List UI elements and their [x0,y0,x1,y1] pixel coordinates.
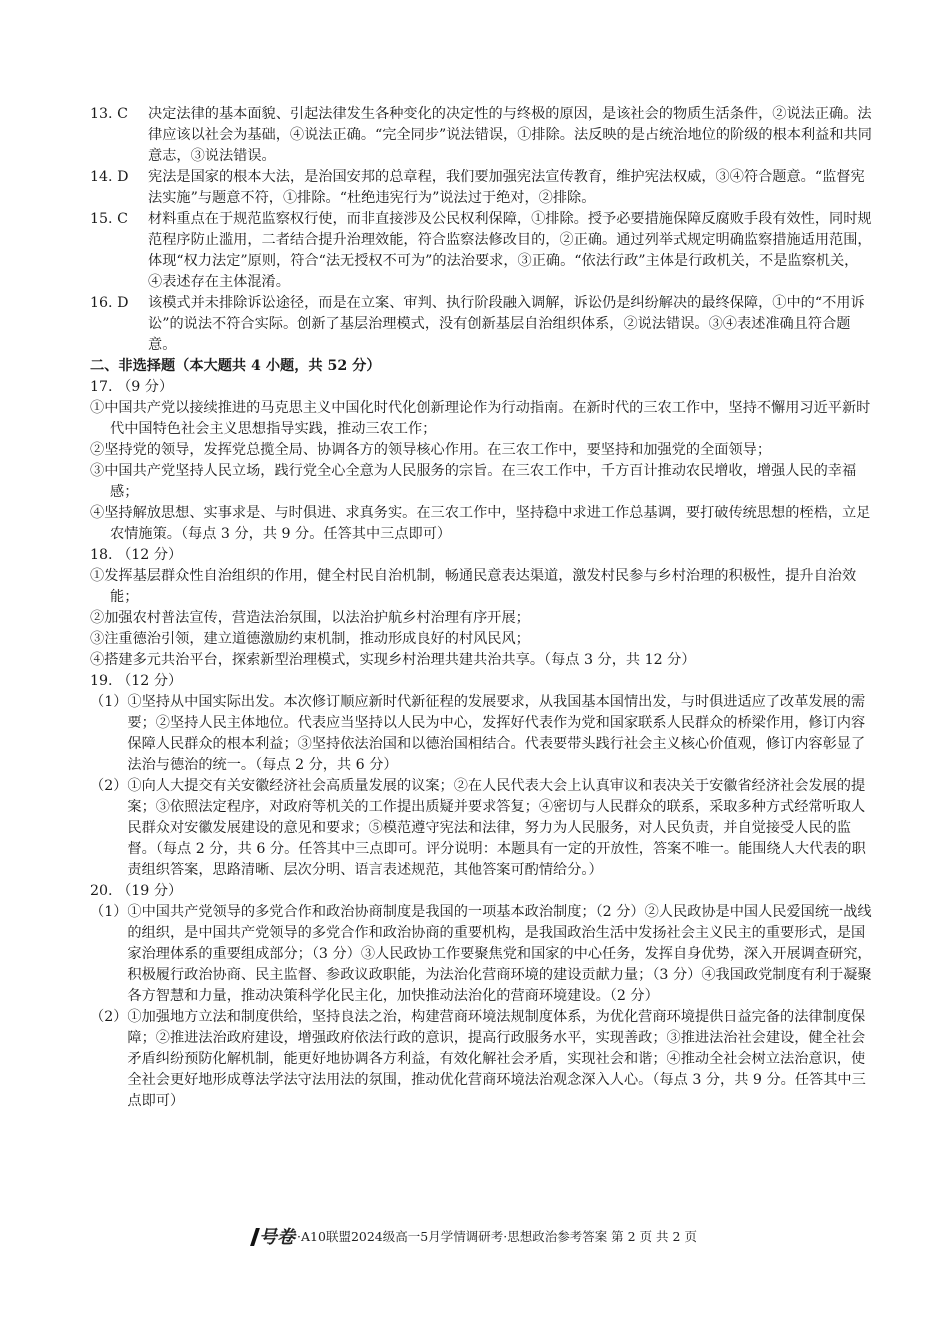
answer-point: ①发挥基层群众性自治组织的作用，健全村民自治机制，畅通民意表达渠道，激发村民参与乡村治理的积极性，提升自治效能； [90,568,857,605]
sub-label: （2） [90,778,128,794]
question-18-header: 18. （12 分） [90,547,183,563]
brand-logo [253,1228,295,1248]
sub-answer [90,776,872,881]
question-17-header: 17. （9 分） [90,379,174,395]
answer-point: ④坚持解放思想、实事求是、与时俱进、求真务实。在三农工作中，坚持稳中求进工作总基调，要打破传统思想的桎梏，立足农情施策。（每点 3 分，共 9 分。任答其中三点即可） [90,505,871,542]
mc-answer-14 [90,167,872,209]
sub-label: （1） [90,904,128,920]
answer-point: ④搭建多元共治平台，探索新型治理模式，实现乡村治理共建共治共享。（每点 3 分，共 12 分） [90,652,696,668]
answer-content [90,104,872,1112]
question-number: 14. D [90,169,129,185]
answer-point: ②坚持党的领导，发挥党总揽全局、协调各方的领导核心作用。在三农工作中，要坚持和加强党的全面领导； [90,442,772,458]
answer-explanation: 该模式并未排除诉讼途径，而是在立案、审判、执行阶段融入调解，诉讼仍是纠纷解决的最终保障，①中的“不用诉讼”的说法不符合实际。创新了基层治理模式，没有创新基层自治组织体系，②说法错误。③④表述准确且符合题意。 [148,295,865,353]
answer-point: ③注重德治引领，建立道德激励约束机制，推动形成良好的村风民风； [90,631,530,647]
question-number: 15. C [90,211,128,227]
sub-text: ①加强地方立法和制度供给，坚持良法之治，构建营商环境法规制度体系，为优化营商环境提供日益完备的法律制度保障；②推进法治政府建设，增强政府依法行政的意识，提高行政服务水平，实现善政；③推进法治社会建设，健全社会矛盾纠纷预防化解机制，能更好地协调各方利益，有效化解社会矛盾，实现社会和谐；④推动全社会树立法治意识，使全社会更好地形成尊法学法守法用法的氛围，推动优化营商环境法治观念深入人心。（每点 3 分，共 9 分。任答其中三点即可） [127,1009,866,1109]
sub-text: ①坚持从中国实际出发。本次修订顺应新时代新征程的发展要求，从我国基本国情出发，与时俱进适应了改革发展的需要；②坚持人民主体地位。代表应当坚持以人民为中心，发挥好代表作为党和国家联系人民群众的桥梁作用，修订内容保障人民群众的根本利益；③坚持依法治国和以德治国相结合。代表要带头践行社会主义核心价值观，修订内容彰显了法治与德治的统一。（每点 2 分，共 6 分） [127,694,866,773]
sub-answer [90,692,872,776]
sub-answer [90,1007,872,1112]
mc-answer-15 [90,209,872,293]
answer-point: ①中国共产党以接续推进的马克思主义中国化时代化创新理论作为行动指南。在新时代的三农工作中，坚持不懈用习近平新时代中国特色社会主义思想指导实践，推动三农工作； [90,400,871,437]
answer-point: ③中国共产党坚持人民立场，践行党全心全意为人民服务的宗旨。在三农工作中，千方百计推动农民增收，增强人民的幸福感； [90,463,857,500]
footer-text: ·A10联盟2024级高一5月学情调研考·思想政治参考答案 第 2 页 共 2 页 [297,1229,697,1244]
sub-text: ①向人大提交有关安徽经济社会高质量发展的议案；②在人民代表大会上认真审议和表决关于安徽省经济社会发展的提案；③依照法定程序，对政府等机关的工作提出质疑并要求答复；④密切与人民群众的联系，采取多种方式经常听取人民群众对安徽发展建设的意见和要求；⑤模范遵守宪法和法律，努力为人民服务，对人民负责，并自觉接受人民的监督。（每点 2 分，共 6 分。任答其中三点即可。评分说明：本题具有一定的开放性，答案不唯一。能围绕人大代表的职责组织答案，思路清晰、层次分明、语言表述规范，其他答案可酌情给分。） [127,778,866,878]
question-number: 16. D [90,295,129,311]
answer-explanation: 决定法律的基本面貌、引起法律发生各种变化的决定性的与终极的原因，是该社会的物质生活条件，②说法正确。法律应该以社会为基础，④说法正确。“完全同步”说法错误，①排除。法反映的是占统治地位的阶级的根本利益和共同意志，③说法错误。 [148,106,872,164]
sub-label: （1） [90,694,128,710]
question-19-header: 19. （12 分） [90,673,183,689]
answer-point: ②加强农村普法宣传，营造法治氛围，以法治护航乡村治理有序开展； [90,610,530,626]
sub-text: ①中国共产党领导的多党合作和政治协商制度是我国的一项基本政治制度；（2 分）②人民政协是中国人民爱国统一战线的组织，是中国共产党领导的多党合作和政治协商的重要机构，是我国政治生活中发扬社会主义民主的重要形式，是国家治理体系的重要组成部分；（3 分）③人民政协工作要聚焦党和国家的中心任务，发挥自身优势，深入开展调查研究，积极履行政治协商、民主监督、参政议政职能，为法治化营商环境的建设贡献力量；（3 分）④我国政党制度有利于凝聚各方智慧和力量，推动决策科学化民主化，加快推动法治化的营商环境建设。（2 分） [127,904,872,1004]
question-number: 13. C [90,106,128,122]
sub-label: （2） [90,1009,128,1025]
mc-answer-13 [90,104,872,167]
section-title: 二、非选择题（本大题共 4 小题，共 52 分） [90,358,381,374]
answer-explanation: 材料重点在于规范监察权行使，而非直接涉及公民权利保障，①排除。授予必要措施保障反腐败手段有效性，同时规范程序防止滥用，二者结合提升治理效能，符合监察法修改目的，②正确。通过列举式规定明确监察措施适用范围，体现“权力法定”原则，符合“法无授权不可为”的法治要求，③正确。“依法行政”主体是行政机关，不是监察机关，④表述存在主体混淆。 [148,211,872,290]
sub-answer [90,902,872,1007]
answer-explanation: 宪法是国家的根本大法，是治国安邦的总章程，我们要加强宪法宣传教育，维护宪法权威，③④符合题意。“监督宪法实施”与题意不符，①排除。“杜绝违宪行为”说法过于绝对，②排除。 [148,169,865,206]
question-20-header: 20. （19 分） [90,883,183,899]
logo-text: 号卷 [259,1227,296,1248]
mc-answer-16 [90,293,872,356]
page-footer [0,1227,950,1248]
